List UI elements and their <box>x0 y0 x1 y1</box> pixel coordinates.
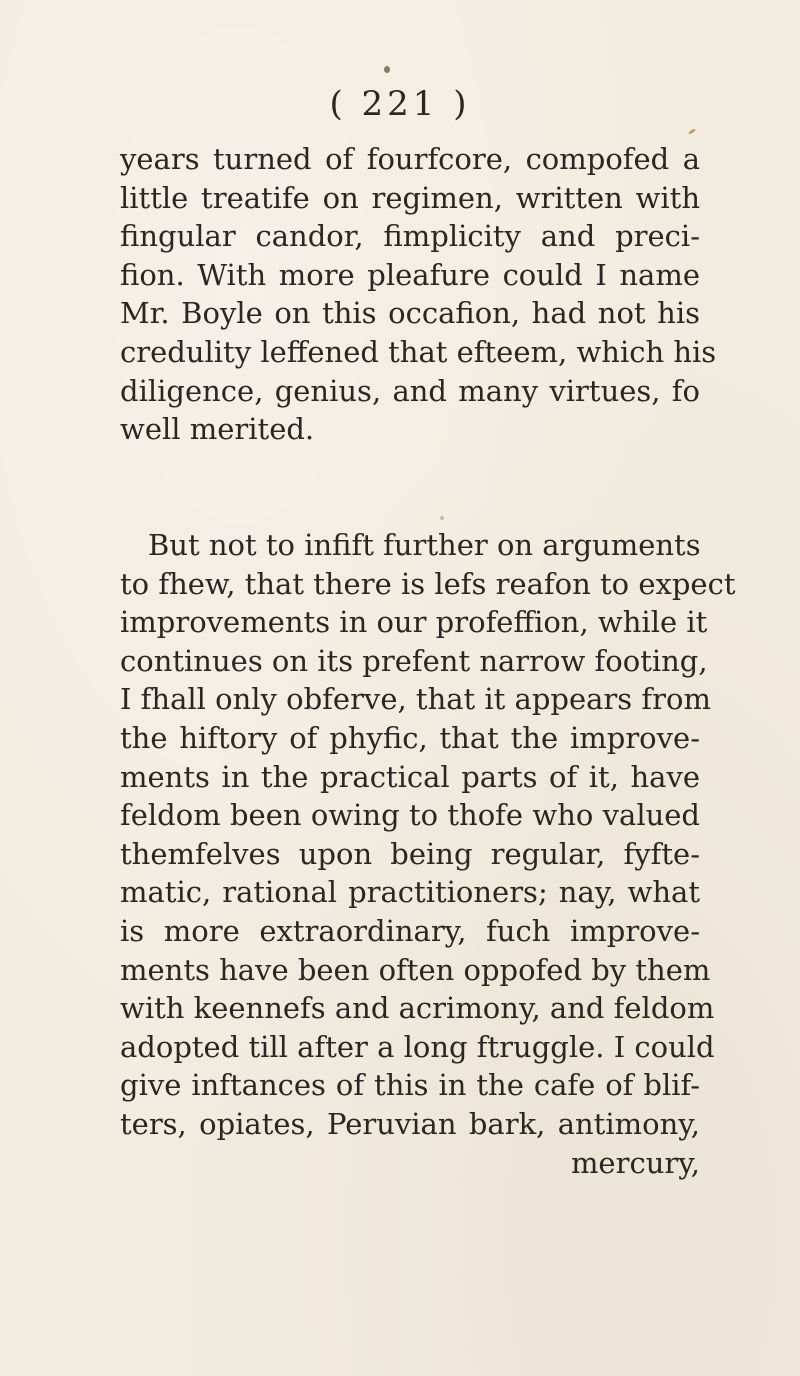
text-line: diligence, genius, and many virtues, fo <box>120 373 700 408</box>
text-line: adopted till after a long ftruggle. I could <box>120 1029 715 1064</box>
text-line: the hiftory of phyfic, that the improve- <box>120 720 700 755</box>
text-line: with keennefs and acrimony, and feldom <box>120 991 715 1026</box>
ink-speck <box>688 128 696 135</box>
text-line: ters, opiates, Peruvian bark, antimony, <box>120 1106 700 1141</box>
text-line: ments in the practical parts of it, have <box>120 759 700 794</box>
text-line: years turned of fourfcore, compofed a <box>120 142 700 176</box>
ink-speck <box>440 516 444 520</box>
paragraph-1 <box>120 140 717 449</box>
text-line: fion. With more pleafure could I name <box>120 257 700 292</box>
text-line: is more extraordinary, fuch improve- <box>120 913 700 948</box>
text-line: improvements in our profeffion, while it <box>120 605 708 640</box>
text-line: continues on its prefent narrow footing, <box>120 643 708 678</box>
catchword: mercury, <box>570 1145 700 1180</box>
text-line: matic, rational practitioners; nay, what <box>120 875 700 910</box>
text-line: give inftances of this in the cafe of blif- <box>120 1068 700 1103</box>
text-line: credulity leffened that efteem, which his <box>120 334 717 369</box>
text-line: Mr. Boyle on this occafion, had not his <box>120 296 700 331</box>
text-line: feldom been owing to thofe who valued <box>120 798 700 833</box>
ink-speck <box>384 66 390 73</box>
text-line: ments have been often oppofed by them <box>120 952 711 987</box>
text-line: to fhew, that there is lefs reafon to expect <box>120 566 736 601</box>
text-line: I fhall only obferve, that it appears from <box>120 682 711 717</box>
text-line: little treatife on regimen, written with <box>120 180 700 215</box>
paragraph-2 <box>120 526 736 1182</box>
text-line: themfelves upon being regular, fyfte- <box>120 836 700 871</box>
page-number: ( 221 ) <box>329 84 471 124</box>
text-line: But not to infift further on arguments <box>148 528 701 562</box>
text-line: well merited. <box>120 412 315 447</box>
text-line: fingular candor, fimplicity and preci- <box>120 219 700 254</box>
